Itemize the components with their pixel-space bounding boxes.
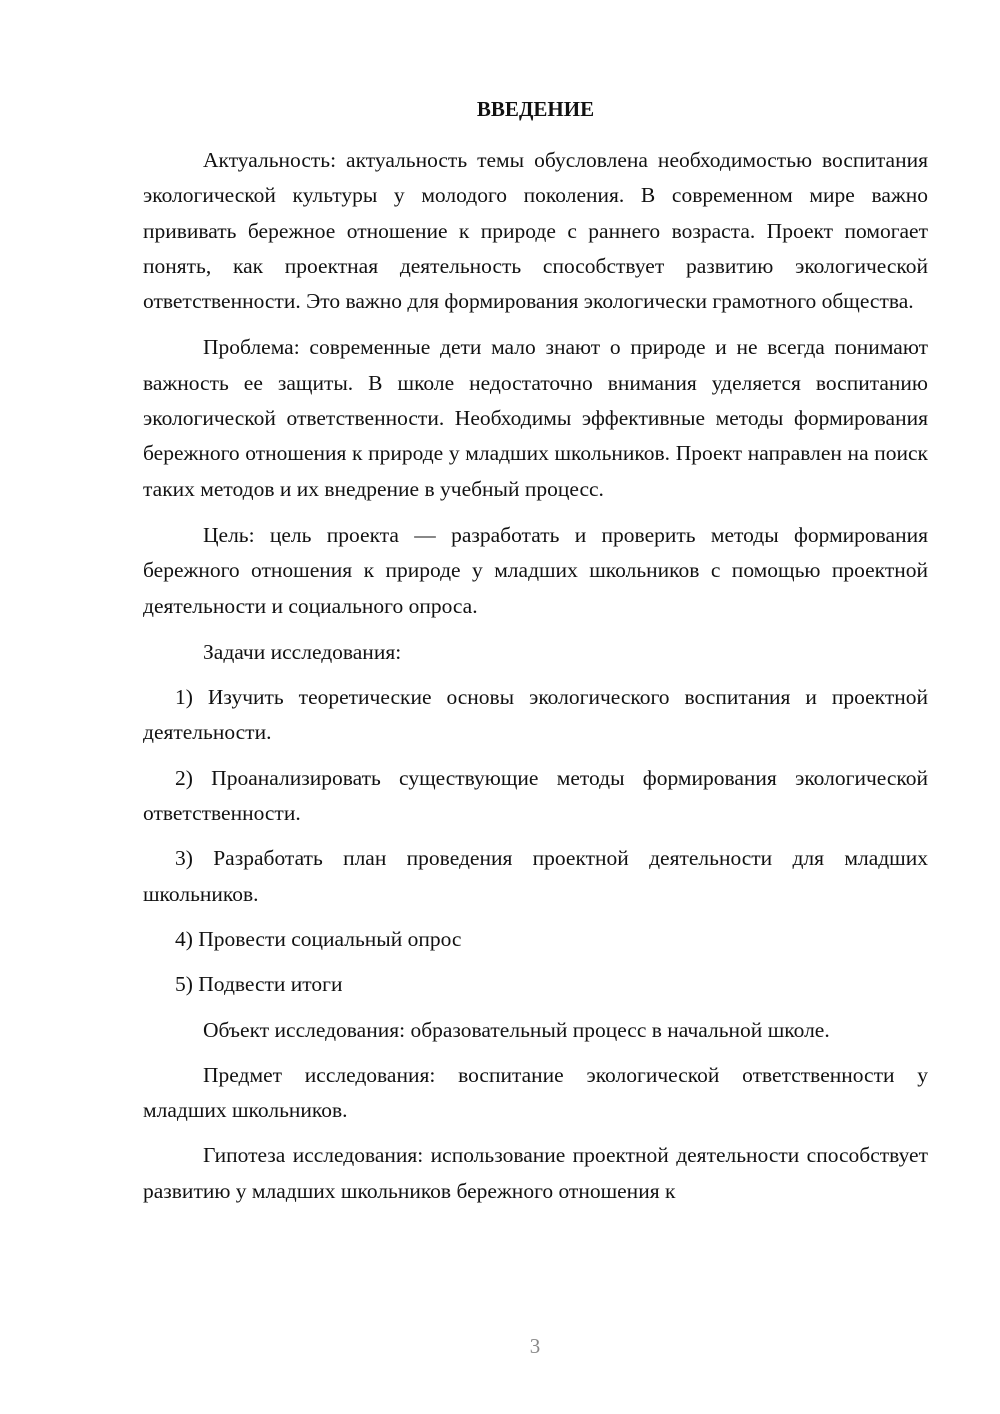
task-item-2: 2) Проанализировать существующие методы формирования экологической ответственности. (143, 765, 928, 826)
section-title: ВВЕДЕНИЕ (476, 97, 595, 121)
document-page (143, 94, 928, 1209)
tasks-heading: Задачи исследования: (203, 639, 402, 664)
task-item-4: 4) Провести социальный опрос (175, 926, 462, 951)
paragraph-subject: Предмет исследования: воспитание экологической ответственности у младших школьников. (143, 1062, 928, 1123)
task-item-1: 1) Изучить теоретические основы экологического воспитания и проектной деятельности. (143, 685, 928, 745)
page-number: 3 (529, 1334, 541, 1358)
paragraph-object: Объект исследования: образовательный процесс в начальной школе. (203, 1017, 830, 1042)
paragraph-relevance: Актуальность: актуальность темы обусловлена необходимостью воспитания экологической культуры у молодого поколения. В современном мире важно прививать бережное отношение к природе с раннего возраста. Проект помогает понять, как проектная деятельность способствует развитию экологической ответственности. Это важно для формирования экологически грамотного общества. (143, 148, 928, 314)
paragraph-hypothesis: Гипотеза исследования: использование проектной деятельности способствует развитию у младших школьников бережного отношения к (143, 1143, 928, 1203)
paragraph-problem: Проблема: современные дети мало знают о природе и не всегда понимают важность ее защиты. В школе недостаточно внимания уделяется воспитанию экологической ответственности. Необходимы эффективные методы формирования бережного отношения к природе у младших школьников. Проект направлен на поиск таких методов и их внедрение в учебный процесс. (143, 335, 928, 501)
task-item-5: 5) Подвести итоги (175, 972, 343, 997)
task-item-3: 3) Разработать план проведения проектной деятельности для младших школьников. (143, 846, 928, 906)
paragraph-goal: Цель: цель проекта — разработать и проверить методы формирования бережного отношения к природе у младших школьников с помощью проектной деятельности и социального опроса. (143, 522, 928, 618)
